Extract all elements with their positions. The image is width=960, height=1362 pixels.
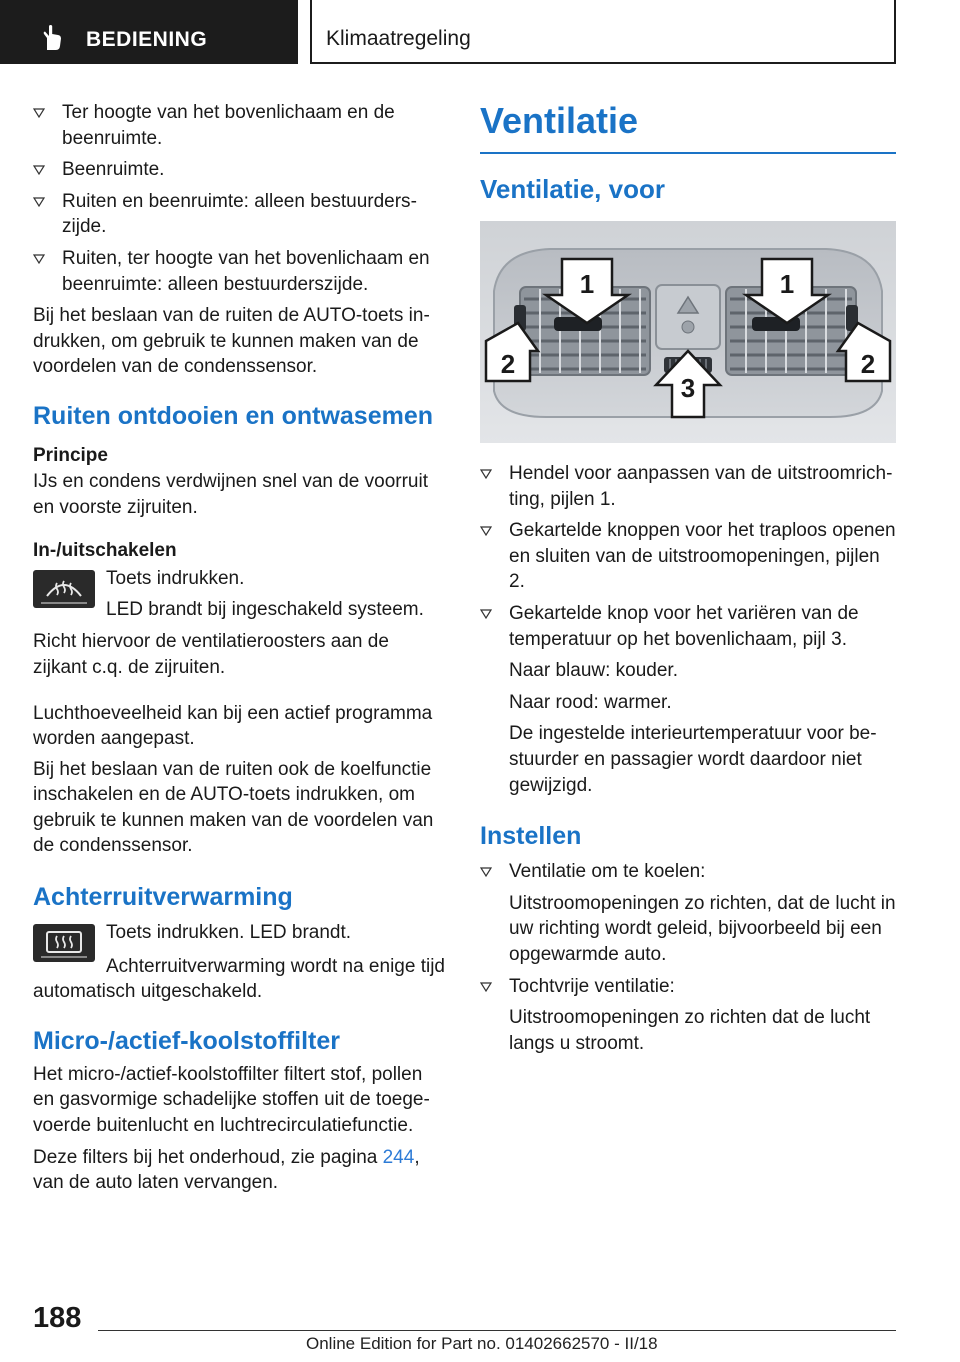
- vent-parts-list: [480, 461, 896, 798]
- windshield-defrost-button-icon: [33, 570, 95, 608]
- list-item: Ruiten, ter hoogte van het bovenlichaam en beenruimte: alleen bestuurderszijde.: [33, 246, 447, 297]
- instellen-heading: Instellen: [480, 822, 582, 851]
- figure-label-3: 3: [680, 373, 696, 403]
- figure-label-2-left: 2: [500, 349, 516, 379]
- rear-heading: Achterruitverwarming: [33, 883, 293, 912]
- footer-divider: [98, 1330, 896, 1331]
- list-item: Gekartelde knop voor het variëren van de temperatuur op het bovenlichaam, pijl 3. Naar blauw: kouder. Naar rood: warmer. De ingestelde interieurtemperatuur voor bestuurder en passagier wordt daardoor niet gewijzigd.: [480, 601, 896, 798]
- defrost-press: Toets indrukken.: [106, 568, 245, 590]
- switch-title: In-/uitschakelen: [33, 540, 177, 562]
- list-item: Gekartelde knoppen voor het traploos openen en sluiten van de uitstroomopeningen, pijlen 2.: [480, 518, 896, 595]
- dashboard-vents-illustration: [480, 221, 896, 443]
- section-title: BEDIENING: [86, 28, 208, 51]
- defrost-button-row: [33, 566, 447, 622]
- list-item: Ter hoogte van het bovenlichaam en de beenruimte.: [33, 100, 447, 151]
- footer-edition: Online Edition for Part no. 01402662570 - II/18: [306, 1334, 658, 1353]
- right-column: [480, 100, 896, 1062]
- page-header: [0, 0, 960, 66]
- section-tab: [0, 0, 298, 64]
- ventilation-front-subtitle: Ventilatie, voor: [480, 174, 665, 204]
- ventilation-title: Ventilatie: [480, 100, 896, 154]
- left-column: [33, 100, 447, 1203]
- chapter-box: [310, 0, 896, 64]
- defrost-led: LED brandt bij ingeschakeld systeem.: [106, 598, 424, 620]
- cooling-text: Uitstroomopeningen zo richten, dat de lucht in uw richting wordt geleid, bijvoorbeeld bij een opgewarmde auto.: [509, 892, 896, 965]
- interior-note: De ingestelde interieurtemperatuur voor bestuurder en passagier wordt daardoor niet gewijzigd.: [509, 723, 877, 796]
- rear-window-heater-button-icon: [33, 924, 95, 962]
- filter-service: Deze filters bij het onderhoud, zie pagina 244, van de auto laten vervangen.: [33, 1146, 420, 1194]
- chapter-title: Klimaatregeling: [326, 27, 471, 50]
- figure-label-1-left: 1: [579, 269, 595, 299]
- mode-list: [33, 100, 447, 297]
- triangle-bullet-icon: [33, 108, 45, 118]
- page-reference-link[interactable]: 244: [382, 1146, 415, 1168]
- triangle-bullet-icon: [480, 982, 492, 992]
- principle-text: IJs en condens verdwijnen snel van de voorruit en voorste zijruiten.: [33, 470, 429, 518]
- triangle-bullet-icon: [33, 254, 45, 264]
- filter-text: Het micro-/actief-koolstoffilter filtert stof, pollen en gasvormige schadelijke stoffen uit de toegevoerde buitenlucht en luchtrecirculatiefunctie.: [33, 1063, 430, 1137]
- list-item: Hendel voor aanpassen van de uitstroomrichting, pijlen 1.: [480, 461, 896, 512]
- blue-note: Naar blauw: kouder.: [509, 660, 678, 682]
- defrost-heading: Ruiten ontdooien en ontwasemen: [33, 401, 434, 430]
- hand-pointer-icon: [38, 24, 66, 52]
- ventilation-figure: [480, 221, 896, 443]
- principle-title: Principe: [33, 444, 108, 466]
- triangle-bullet-icon: [480, 609, 492, 619]
- list-item: Ruiten en beenruimte: alleen bestuurderszijde.: [33, 189, 447, 240]
- triangle-bullet-icon: [33, 197, 45, 207]
- auto-paragraph: Bij het beslaan van de ruiten de AUTO-toets indrukken, om gebruik te kunnen maken van de voordelen van de condenssensor.: [33, 305, 430, 378]
- instellen-list: [480, 859, 896, 1056]
- defrost-para2: Luchthoeveelheid kan bij een actief programma worden aangepast.: [33, 702, 433, 750]
- rear-auto-off: Achterruitverwarming wordt na enige tijd automatisch uitgeschakeld.: [33, 955, 445, 1003]
- page-number: 188: [33, 1302, 82, 1334]
- triangle-bullet-icon: [480, 469, 492, 479]
- draft-free-text: Uitstroomopeningen zo richten dat de lucht langs u stroomt.: [509, 1007, 871, 1054]
- triangle-bullet-icon: [33, 165, 45, 175]
- rear-press: Toets indrukken. LED brandt.: [106, 922, 352, 944]
- red-note: Naar rood: warmer.: [509, 691, 672, 713]
- rear-button-row: [33, 920, 447, 946]
- defrost-para1: Richt hiervoor de ventilatieroosters aan de zijkant c.q. de zijruiten.: [33, 631, 389, 678]
- defrost-para3: Bij het beslaan van de ruiten ook de koelfunctie inschakelen en de AUTO-toets indrukken, om gebruik te kunnen maken van de voordelen van de condenssensor.: [33, 758, 434, 857]
- filter-heading: Micro-/actief-koolstoffilter: [33, 1026, 340, 1055]
- figure-label-1-right: 1: [779, 269, 795, 299]
- list-item: Ventilatie om te koelen: Uitstroomopeningen zo richten, dat de lucht in uw richting wordt geleid, bijvoorbeeld bij een opgewarmde auto.: [480, 859, 896, 967]
- list-item: Tochtvrije ventilatie: Uitstroomopeningen zo richten dat de lucht langs u stroomt.: [480, 974, 896, 1057]
- triangle-bullet-icon: [480, 867, 492, 877]
- list-item: Beenruimte.: [33, 157, 447, 183]
- figure-label-2-right: 2: [860, 349, 876, 379]
- triangle-bullet-icon: [480, 526, 492, 536]
